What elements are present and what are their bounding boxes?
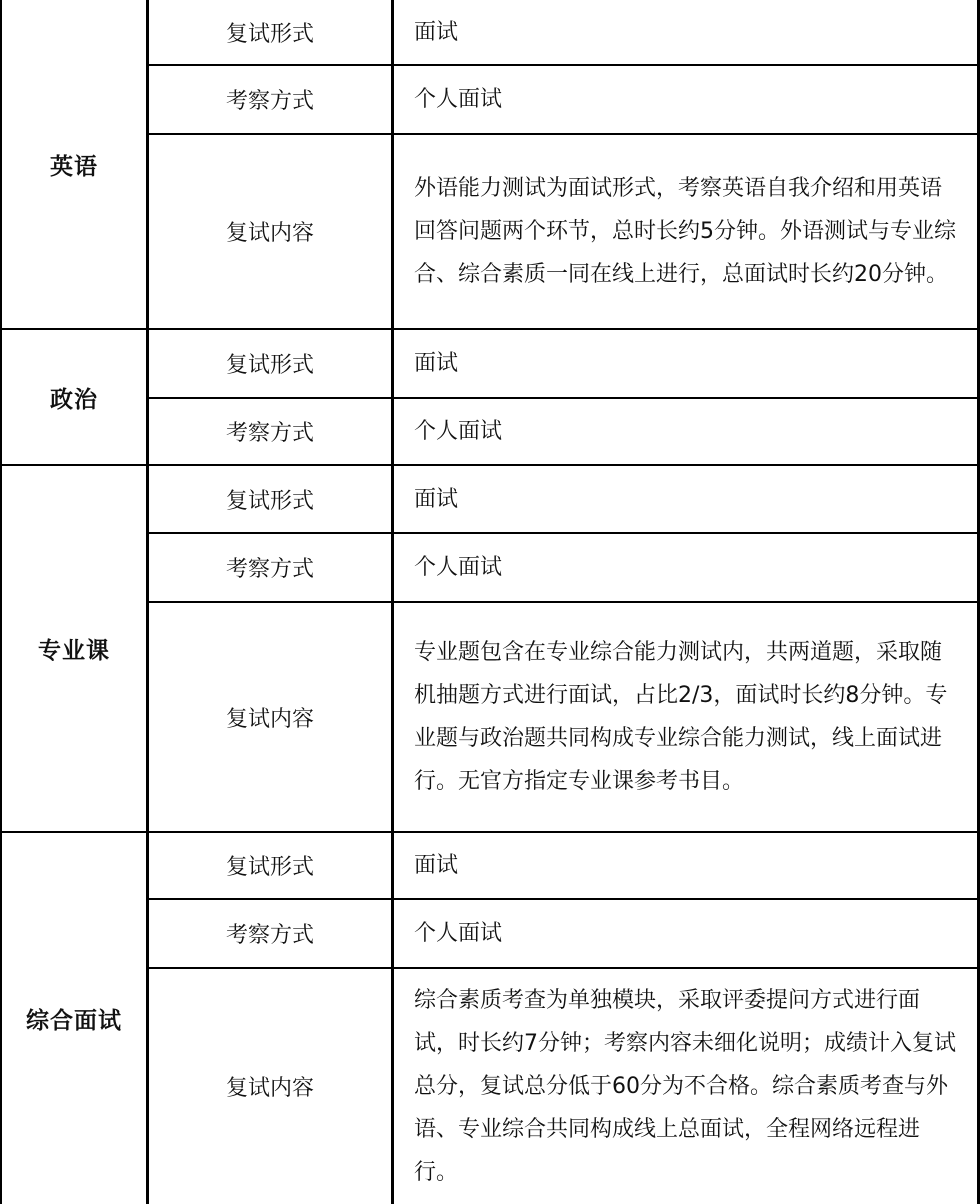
row-label: 复试形式	[225, 488, 314, 514]
row-label: 复试形式	[225, 21, 314, 47]
row-label: 复试形式	[225, 353, 314, 378]
row-value: 个人面试	[414, 921, 503, 946]
row-value: 综合素质考查为单独模块，采取评委提问方式进行面试，时长约7分钟；考察内容未细化说明；成绩计入复试总分，复试总分低于60分为不合格。综合素质考查与外语、专业综合共同构成线上总面试，全程网络远程进行。	[414, 988, 956, 1185]
row-value: 面试	[414, 853, 459, 878]
row-value: 外语能力测试为面试形式，考察英语自我介绍和用英语回答问题两个环节，总时长约5分钟。外语测试与专业综合、综合素质一同在线上进行，总面试时长约20分钟。	[414, 176, 956, 287]
subject-cell: 英语	[50, 153, 98, 180]
row-value: 个人面试	[414, 555, 503, 580]
row-label: 复试形式	[225, 855, 314, 880]
row-label: 考察方式	[225, 923, 314, 948]
subject-cell: 政治	[50, 386, 98, 413]
row-value: 个人面试	[414, 419, 503, 444]
subject-cell: 综合面试	[26, 1008, 122, 1034]
row-label: 复试内容	[225, 706, 314, 732]
row-value: 个人面试	[414, 87, 503, 112]
row-value: 面试	[414, 486, 459, 512]
row-label: 考察方式	[225, 557, 314, 582]
row-value: 专业题包含在专业综合能力测试内，共两道题，采取随机抽题方式进行面试，占比2/3，面试时长约8分钟。专业题与政治题共同构成专业综合能力测试，线上面试进行。无官方指定专业课参考书目。	[414, 640, 948, 794]
row-label: 复试内容	[225, 221, 314, 246]
row-value: 面试	[414, 19, 459, 45]
row-label: 复试内容	[225, 1076, 314, 1101]
subject-cell: 专业课	[38, 638, 110, 664]
row-value: 面试	[414, 351, 459, 376]
row-label: 考察方式	[225, 421, 314, 446]
row-label: 考察方式	[225, 89, 314, 114]
